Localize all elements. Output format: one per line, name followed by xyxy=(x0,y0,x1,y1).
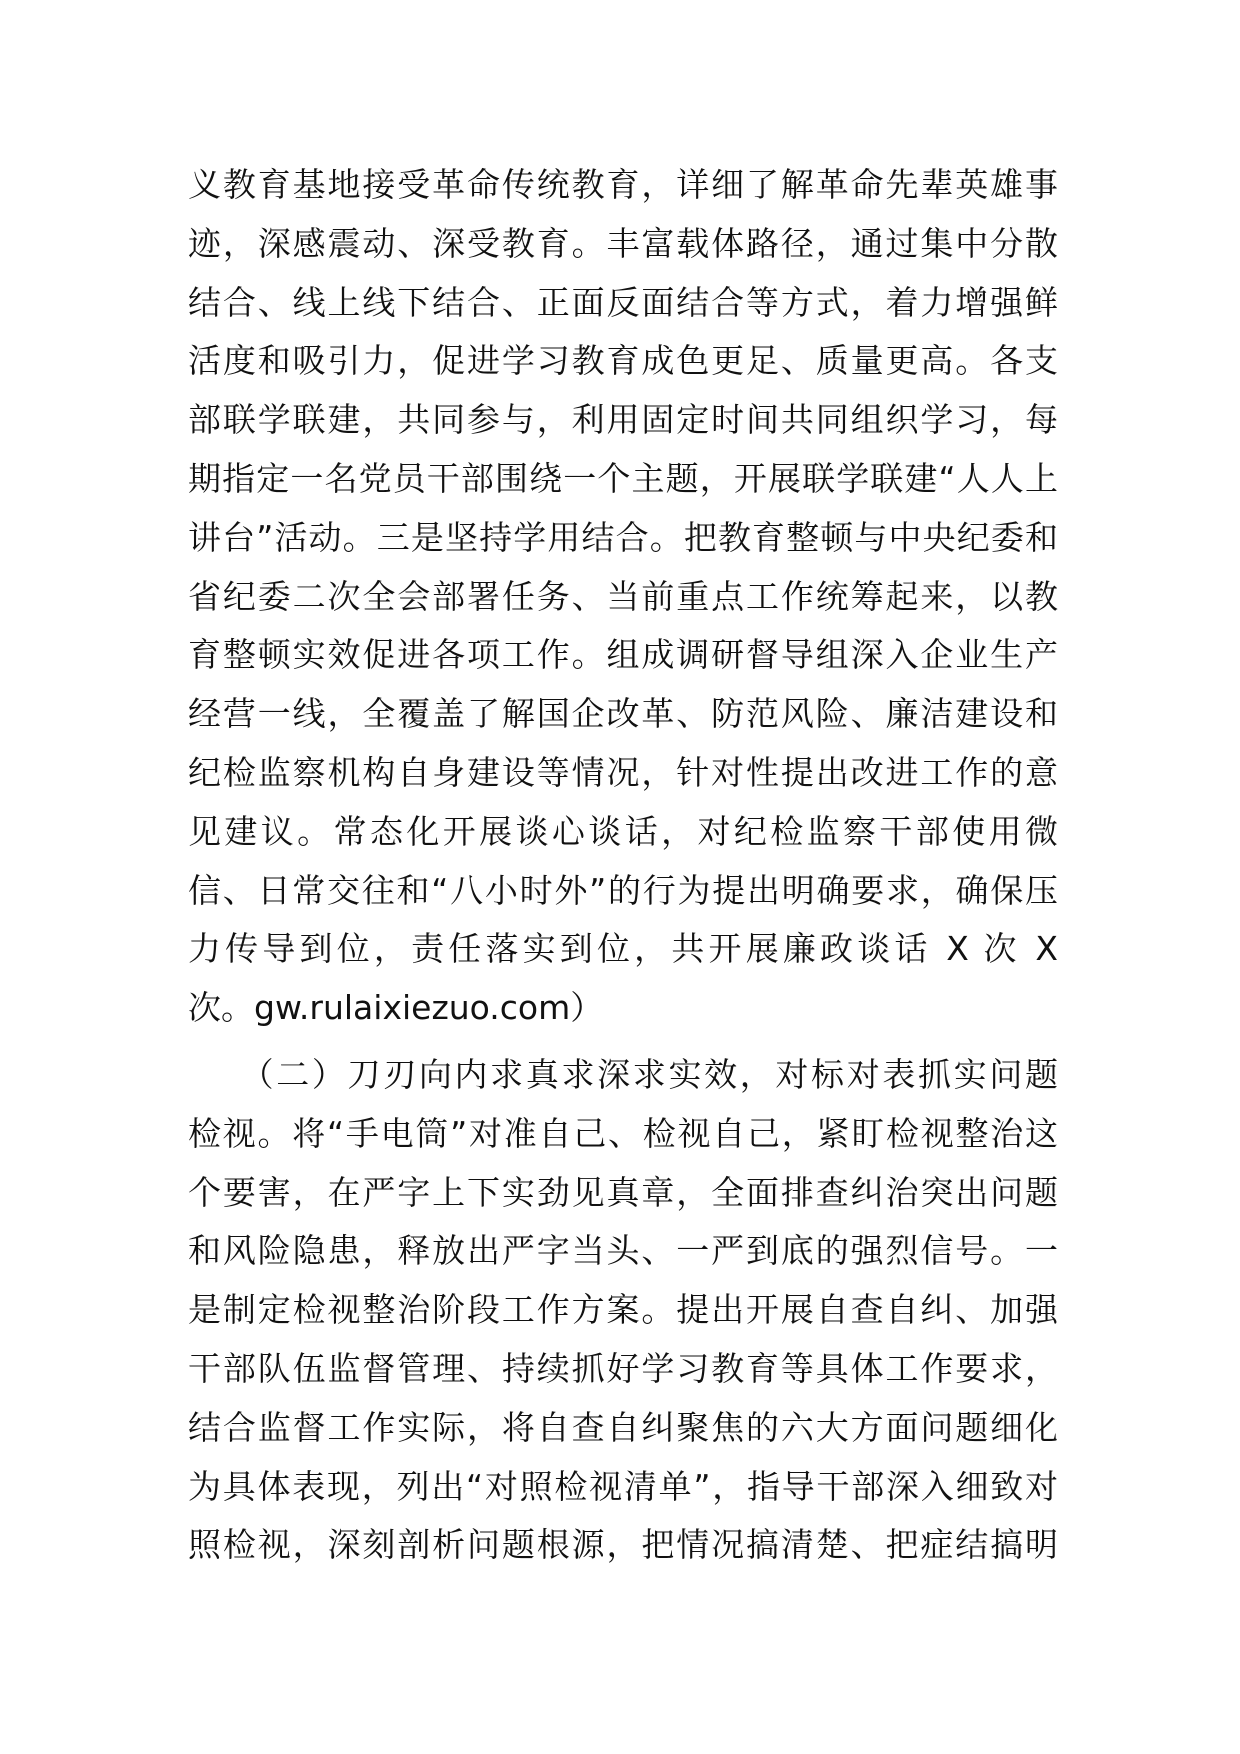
paragraph-line: 是制定检视整治阶段工作方案。提出开展自查自纠、加强 xyxy=(188,1290,1058,1330)
paragraph-line: 信、日常交往和“八小时外”的行为提出明确要求，确保压 xyxy=(188,870,1058,910)
paragraph-line: 义教育基地接受革命传统教育，详细了解革命先辈英雄事 xyxy=(188,165,1058,204)
paragraph-line: 育整顿实效促进各项工作。组成调研督导组深入企业生产 xyxy=(188,635,1058,675)
paragraph-line: 期指定一名党员干部围绕一个主题，开展联学联建“人人上 xyxy=(188,458,1058,498)
paragraph-line: 部联学联建，共同参与，利用固定时间共同组织学习，每 xyxy=(188,400,1058,440)
paragraph-1 xyxy=(188,156,1058,1038)
paragraph-line: 迹，深感震动、深受教育。丰富载体路径，通过集中分散 xyxy=(188,223,1058,263)
paragraph-line: 和风险隐患，释放出严字当头、一严到底的强烈信号。一 xyxy=(188,1231,1058,1271)
document-body xyxy=(188,156,1058,1575)
paragraph-line: 次。gw.rulaixiezuo.com） xyxy=(188,988,604,1028)
paragraph-line: 见建议。常态化开展谈心谈话，对纪检监察干部使用微 xyxy=(188,811,1058,851)
paragraph-line: 干部队伍监督管理、持续抓好学习教育等具体工作要求， xyxy=(188,1348,1058,1388)
paragraph-line: 结合、线上线下结合、正面反面结合等方式，着力增强鲜 xyxy=(188,282,1058,322)
paragraph-line: 照检视，深刻剖析问题根源，把情况搞清楚、把症结搞明 xyxy=(188,1525,1058,1565)
paragraph-line: 结合监督工作实际，将自查自纠聚焦的六大方面问题细化 xyxy=(188,1407,1058,1447)
paragraph-line: 为具体表现，列出“对照检视清单”，指导干部深入细致对 xyxy=(188,1466,1058,1506)
paragraph-line: （二）刀刃向内求真求深求实效，对标对表抓实问题 xyxy=(188,1054,1058,1094)
paragraph-line: 检视。将“手电筒”对准自己、检视自己，紧盯检视整治这 xyxy=(188,1113,1058,1153)
paragraph-line: 纪检监察机构自身建设等情况，针对性提出改进工作的意 xyxy=(188,752,1058,792)
paragraph-2 xyxy=(188,1046,1058,1575)
paragraph-line: 省纪委二次全会部署任务、当前重点工作统筹起来，以教 xyxy=(188,576,1058,616)
paragraph-spacer xyxy=(188,1038,1058,1046)
paragraph-line: 力传导到位，责任落实到位，共开展廉政谈话 X 次 X xyxy=(188,929,1058,969)
paragraph-line: 讲台”活动。三是坚持学用结合。把教育整顿与中央纪委和 xyxy=(188,517,1058,557)
paragraph-line: 活度和吸引力，促进学习教育成色更足、质量更高。各支 xyxy=(188,341,1058,381)
paragraph-line: 经营一线，全覆盖了解国企改革、防范风险、廉洁建设和 xyxy=(188,694,1058,734)
paragraph-line: 个要害，在严字上下实劲见真章，全面排查纠治突出问题 xyxy=(188,1172,1058,1212)
